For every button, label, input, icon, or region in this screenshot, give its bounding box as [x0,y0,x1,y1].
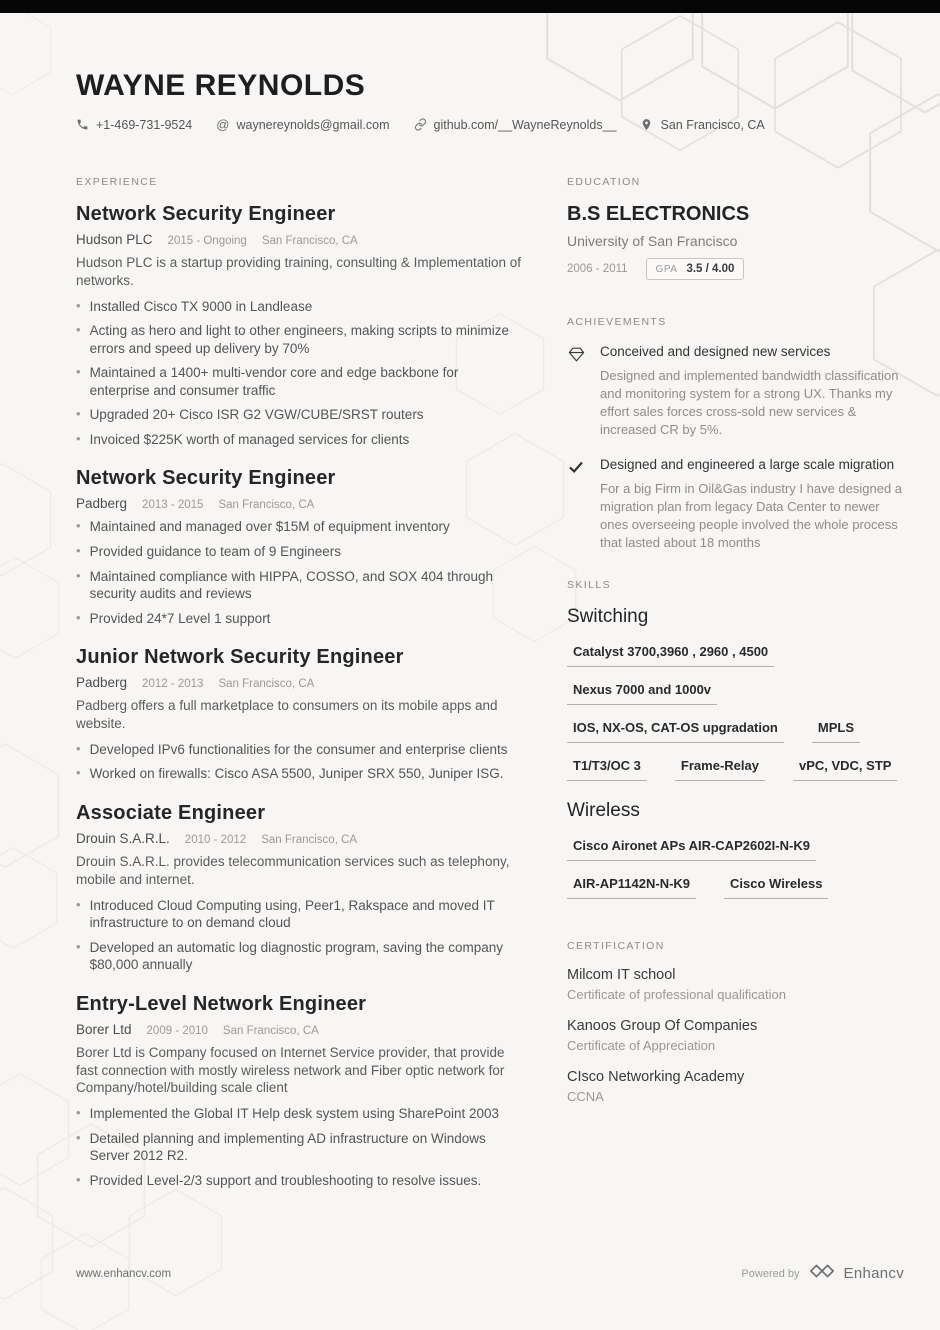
job-title: Junior Network Security Engineer [76,646,404,669]
skill-group-wireless [567,800,904,914]
job-dates: 2010 - 2012 [184,833,247,846]
job-meta [76,232,522,247]
skill-tag: MPLS [812,720,860,743]
certification-name: Kanoos Group Of Companies [567,1017,758,1034]
skill-tag: Frame-Relay [675,758,765,781]
job-bullet: • Invoiced $225K worth of managed services for clients [76,431,522,449]
job-title: Associate Engineer [76,801,266,824]
job-bullets [76,741,522,783]
company-name: Hudson PLC [76,232,153,247]
contact-row [76,117,904,132]
job-bullets [76,1105,522,1189]
company-name: Padberg [76,496,128,512]
job-summary: Borer Ltd is Company focused on Internet Service provider, that provide fast connection with mostly wireless network and Fiber optic network for Company/hotel/building scale client [76,1044,505,1096]
job-meta [76,831,522,846]
experience-entry [76,993,522,1190]
achievement-text: Designed and implemented bandwidth classification and monitoring system for a strong UX. Thanks my effort sales forces cross-sold new services & increased CR by 5%. [600,367,899,438]
certification-name: CIsco Networking Academy [567,1068,745,1085]
job-location: San Francisco, CA [261,833,358,846]
enhancv-logo-icon [809,1263,835,1284]
achievement-item [567,343,904,439]
github-link[interactable] [414,118,617,132]
job-location: San Francisco, CA [218,678,315,691]
job-bullet: • Implemented the Global IT Help desk system using SharePoint 2003 [76,1105,522,1123]
resume-header [76,69,904,132]
sidebar-column [567,176,904,1208]
education-dates: 2006 - 2011 [567,263,628,275]
experience-entry [76,203,522,448]
job-dates: 2015 - Ongoing [167,235,247,247]
job-bullet: • Developed an automatic log diagnostic program, saving the company $80,000 annually [76,939,522,974]
phone-contact [76,118,192,132]
job-location: San Francisco, CA [218,499,315,512]
job-bullet: • Provided 24*7 Level 1 support [76,610,522,628]
certification-detail: Certificate of professional qualification [567,986,786,1002]
job-summary: Padberg offers a full marketplace to consumers on its mobile apps and website. [76,698,498,731]
page-footer [76,1263,904,1284]
gpa-value: 3.5 / 4.00 [686,263,735,275]
phone-icon [76,118,89,131]
person-name: WAYNE REYNOLDS [76,69,366,102]
skill-group-switching [567,606,904,796]
certification-item [567,1018,904,1053]
job-bullet: • Provided guidance to team of 9 Engineers [76,543,522,561]
section-label-education: EDUCATION [567,176,641,188]
job-title: Entry-Level Network Engineer [76,992,367,1015]
gpa-badge [646,258,745,280]
achievement-title: Designed and engineered a large scale migration [600,457,895,473]
skill-tag: Nexus 7000 and 1000v [567,682,717,705]
job-bullets [76,897,522,974]
skill-tag: AIR-AP1142N-N-K9 [567,876,696,899]
certification-name: Milcom IT school [567,966,676,983]
top-accent-bar [0,0,940,13]
location-contact [640,118,764,132]
skill-tag: Cisco Aironet APs AIR-CAP2602I-N-K9 [567,838,816,861]
job-bullet: • Provided Level-2/3 support and troubleshooting to resolve issues. [76,1172,522,1190]
location-icon [640,118,653,131]
skill-tag: IOS, NX-OS, CAT-OS upgradation [567,720,784,743]
section-label-achievements: ACHIEVEMENTS [567,316,667,328]
skill-tag: Cisco Wireless [724,876,828,899]
job-dates: 2012 - 2013 [142,678,204,691]
job-meta [76,675,522,690]
skill-tags [567,644,904,796]
phone-number: +1-469-731-9524 [96,117,193,132]
job-bullet: • Detailed planning and implementing AD infrastructure on Windows Server 2012 R2. [76,1130,522,1165]
skill-tag: Catalyst 3700,3960 , 2960 , 4500 [567,644,774,667]
github-url: github.com/__WayneReynolds__ [433,117,617,132]
section-label-experience: EXPERIENCE [76,176,158,188]
certification-detail: CCNA [567,1088,604,1104]
job-meta [76,496,522,511]
company-name: Borer Ltd [76,1021,132,1037]
education-meta [567,258,904,280]
school-name: University of San Francisco [567,233,738,249]
achievement-body [600,343,904,439]
company-name: Drouin S.A.R.L. [76,830,170,846]
skill-tag: vPC, VDC, STP [793,758,897,781]
section-label-certification: CERTIFICATION [567,939,665,952]
skill-tags [567,838,904,914]
at-icon: @ [216,117,230,132]
job-bullet: • Acting as hero and light to other engineers, making scripts to minimize errors and speed up delivery by 70% [76,322,522,357]
job-bullets [76,298,522,449]
job-bullets [76,518,522,627]
diamond-icon [567,343,587,439]
job-meta [76,1022,522,1037]
job-location: San Francisco, CA [222,1024,319,1037]
brand-name: Enhancv [843,1265,904,1282]
job-bullet: • Developed IPv6 functionalities for the consumer and enterprise clients [76,741,522,759]
enhancv-site-link[interactable]: www.enhancv.com [76,1267,172,1280]
job-bullet: • Maintained compliance with HIPPA, COSSO, and SOX 404 through security audits and reviews [76,568,522,603]
achievement-body [600,456,904,552]
company-name: Padberg [76,675,128,691]
experience-entry [76,467,522,627]
job-dates: 2013 - 2015 [142,499,204,512]
location-text: San Francisco, CA [660,117,765,132]
achievement-title: Conceived and designed new services [600,344,831,359]
job-bullet: • Installed Cisco TX 9000 in Landlease [76,298,522,316]
job-bullet: • Upgraded 20+ Cisco ISR G2 VGW/CUBE/SRST routers [76,406,522,424]
experience-entry [76,646,522,783]
powered-by[interactable] [741,1263,904,1284]
experience-column [76,176,522,1208]
experience-entry [76,802,522,974]
job-summary: Drouin S.A.R.L. provides telecommunication services such as telephony, mobile and internet. [76,853,510,887]
certification-item [567,967,904,1002]
certification-item [567,1069,904,1104]
job-bullet: • Maintained and managed over $15M of equipment inventory [76,518,522,536]
job-bullet: • Maintained a 1400+ multi-vendor core and edge backbone for enterprise and consumer traffic [76,364,522,399]
job-title: Network Security Engineer [76,203,336,225]
achievement-item [567,456,904,552]
section-label-skills: SKILLS [567,578,612,591]
check-icon [567,456,587,552]
skill-tag: T1/T3/OC 3 [567,758,647,781]
certification-section [567,940,904,1104]
job-location: San Francisco, CA [261,235,358,247]
powered-by-label: Powered by [741,1267,800,1280]
skills-section [567,579,904,914]
skill-group-title: Wireless [567,799,640,821]
email-contact[interactable] [216,117,389,132]
job-dates: 2009 - 2010 [146,1024,208,1037]
achievements-section [567,316,904,553]
achievement-text: For a big Firm in Oil&Gas industry I have designed a migration plan from legacy Data Center to newer ones overseeing people involved the whole process that lasted about 18 months [600,480,903,551]
email-address: waynereynolds@gmail.com [236,117,390,132]
certification-detail: Certificate of Appreciation [567,1037,716,1053]
degree-title: B.S ELECTRONICS [567,203,750,225]
skill-group-title: Switching [567,605,649,627]
gpa-label: GPA [655,263,678,275]
job-summary: Hudson PLC is a startup providing training, consulting & Implementation of networks. [76,255,521,288]
link-icon [414,118,427,131]
education-section [567,176,904,280]
job-bullet: • Introduced Cloud Computing using, Peer1, Rakspace and moved IT infrastructure to on demand cloud [76,897,522,932]
job-title: Network Security Engineer [76,467,336,490]
job-bullet: • Worked on firewalls: Cisco ASA 5500, Juniper SRX 550, Juniper ISG. [76,765,522,783]
